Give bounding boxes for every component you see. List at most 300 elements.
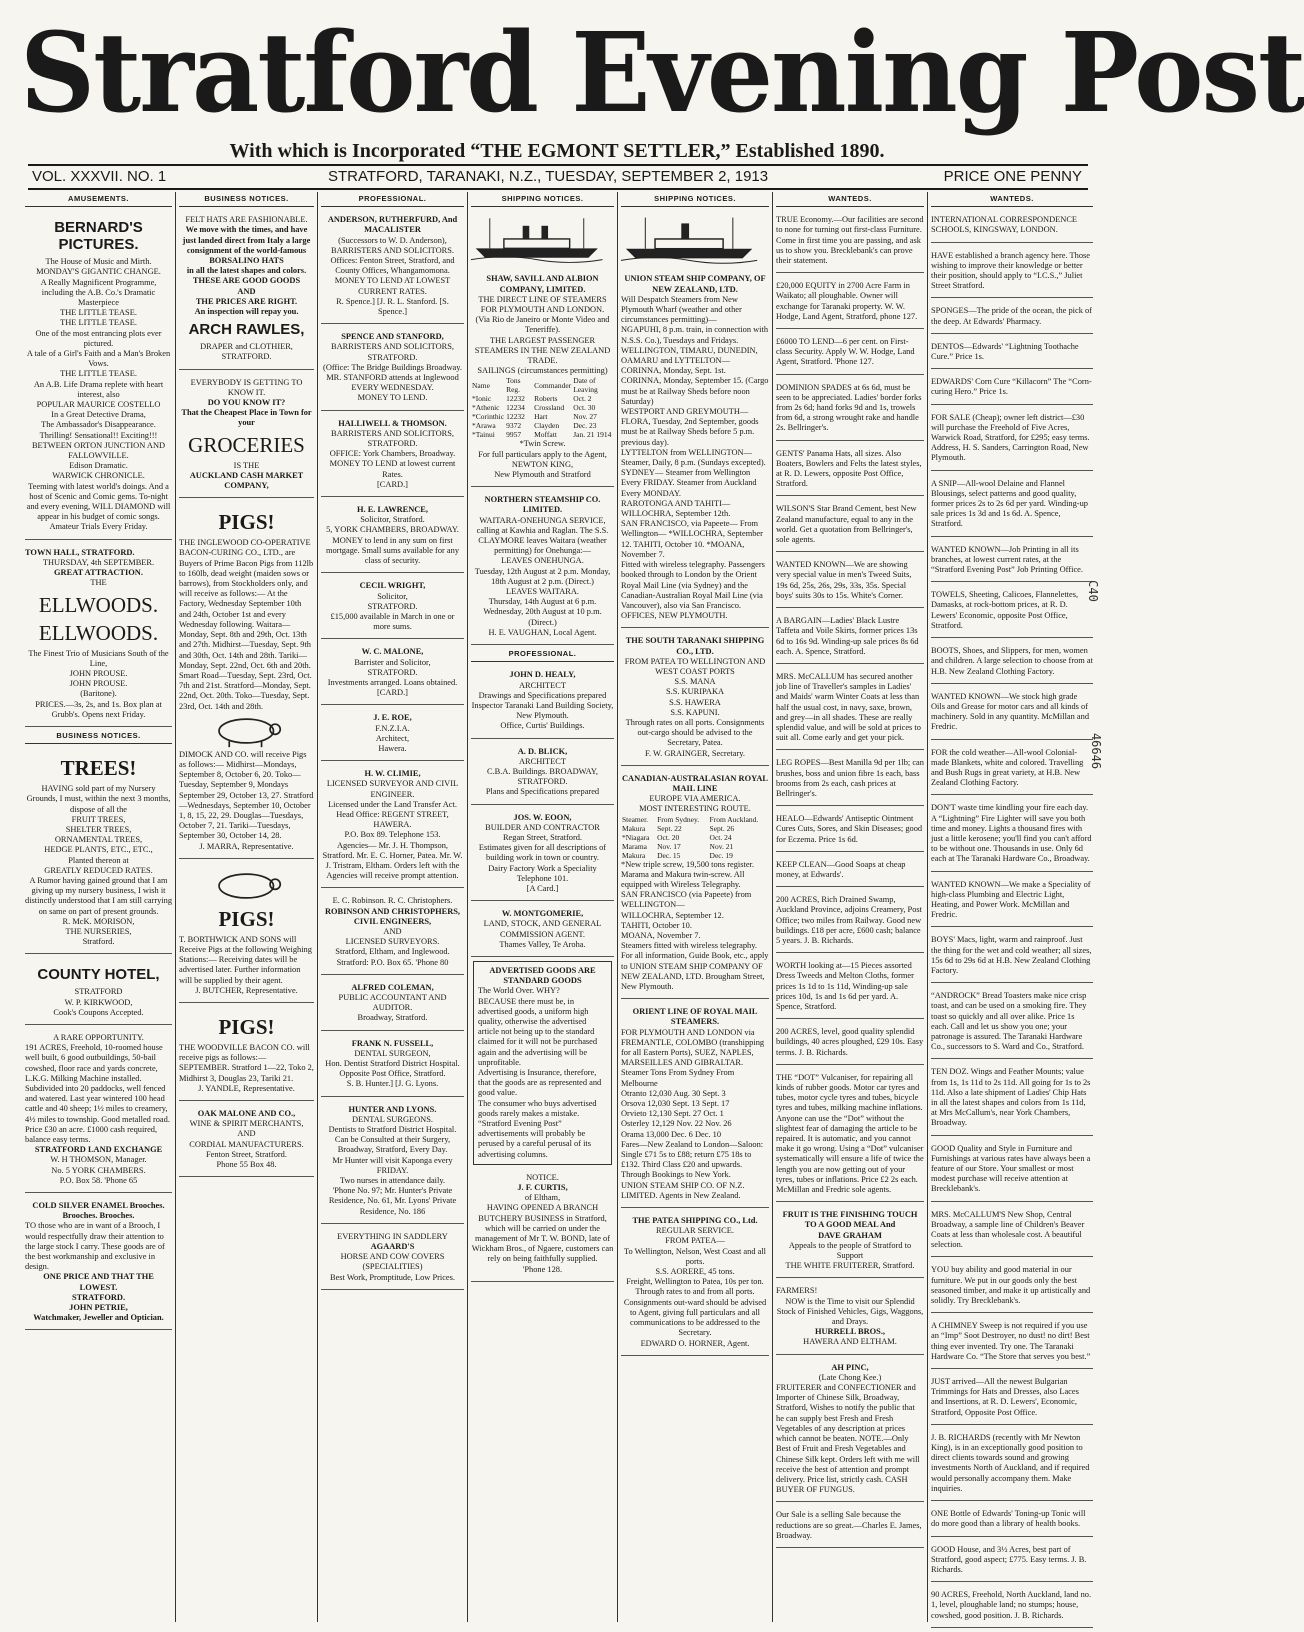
text-line: The Ambassador's Disappearance. xyxy=(41,420,156,430)
ad-lines xyxy=(25,1272,172,1323)
text-line: CORINNA, Monday, Sept. 1st. xyxy=(621,366,726,376)
text-line: SAILINGS (circumstances permitting) xyxy=(477,366,608,376)
table-cell: 9372 xyxy=(506,421,522,431)
text-line: ONE Bottle of Edwards' Toning-up Tonic will do more good than a library of health books. xyxy=(931,1505,1093,1536)
ad-text: That the Cheapest Place in Town for your xyxy=(181,408,312,428)
ad-title: CECIL WRIGHT, xyxy=(359,581,426,591)
ad-title: H. E. LAWRENCE, xyxy=(357,505,428,515)
text-line: Will Despatch Steamers from New Plymouth Wharf (weather and other circumstances permitting)— xyxy=(621,294,742,325)
text-line: TOWELS, Sheeting, Calicoes, Flannelettes, Damasks, at rock-bottom prices, at R. D. Lewers' Economic, opposite Post Office, Stratford. xyxy=(931,586,1093,638)
text-line: FROM PATEA— xyxy=(665,1236,725,1246)
table-cell: *Athenic xyxy=(472,403,500,413)
text-line: Orama 13,000 Dec. 6 Dec. 10 xyxy=(621,1129,722,1139)
ad-lines xyxy=(321,236,464,318)
ad-lines xyxy=(321,779,464,881)
trees-ad xyxy=(25,748,172,954)
text-line: P.O. Box 58. 'Phone 65 xyxy=(59,1175,138,1185)
text-line: Hon. Dentist Stratford District Hospital. xyxy=(325,1059,460,1069)
text-line: [CARD.] xyxy=(377,688,408,698)
ad-lines xyxy=(321,429,464,490)
text-line: Phone 55 Box 48. xyxy=(216,1160,277,1169)
text-line: Estimates given for all descriptions of building work in town or country. xyxy=(478,843,607,863)
text-line: AND xyxy=(237,286,256,296)
ad-lines xyxy=(471,919,614,950)
ad-title: ORIENT LINE OF ROYAL MAIL STEAMERS. xyxy=(632,1007,758,1027)
text-line: KEEP CLEAN—Good Soaps at cheap money, at Edwards'. xyxy=(776,856,924,887)
masthead-title: Stratford Evening Post xyxy=(20,7,1304,138)
hurrell-ad xyxy=(776,1282,924,1354)
column-business-notices xyxy=(175,192,317,1622)
column-heading: WANTEDS. xyxy=(776,194,924,207)
text-line: Through rates to and from all ports. Consignments out-ward should be advised to Agent, giving full particulars and all communications to be addressed to the Secretary. xyxy=(623,1287,767,1338)
text-line: MONEY to lend in any sum on first mortgage. Small sums available for any class of security. xyxy=(325,535,460,566)
column-heading: SHIPPING NOTICES. xyxy=(471,194,614,207)
text-line: £6000 TO LEND—6 per cent. on First-class Security. Apply W. W. Hodge, Land Agent, Stratford. 'Phone 127. xyxy=(776,333,924,375)
text-line: WESTPORT AND GREYMOUTH— FLORA, Tuesday, 2nd September, goods must be at Railway Sheds before 5 p.m. previous day). xyxy=(621,407,759,447)
text-line: Otranto 12,030 Aug. 30 Sept. 3 xyxy=(621,1088,726,1098)
text-line: EUROPE VIA AMERICA. xyxy=(649,794,741,804)
text-line: ARCHITECT xyxy=(519,680,566,690)
ad-text: FRUITERER and CONFECTIONER and Importer of Chinese Silk, Broadway, Stratford, Wishes to notify the public that he can supply best Fresh and Fresh Vegetables of any description at prices which cannot be beaten. NOTE.—Only Best of Fruit and Fresh Vegetables and Chinese Silk kept. Orders left with me will receive the best of attention and prompt delivery. Price list, strictly cash. CASH BUYER OF FUNGUS. xyxy=(776,1383,920,1495)
ad-title: THE SOUTH TARANAKI SHIPPING CO., LTD. xyxy=(625,636,765,656)
pig-illustration-icon xyxy=(199,714,294,748)
ad-title: JOS. W. EOON, xyxy=(513,812,572,822)
text-line: SHELTER TREES, xyxy=(65,824,132,834)
table-header: Steamer. xyxy=(622,814,649,824)
ad-company: STRATFORD LAND EXCHANGE xyxy=(34,1145,163,1155)
ad-title: ALFRED COLEMAN, xyxy=(351,982,434,992)
column-heading: WANTEDS. xyxy=(931,194,1093,207)
text-line: (Baritone). xyxy=(80,689,117,699)
text-line: BORSALINO HATS xyxy=(209,256,284,266)
text-line: S.S. KAPUNI. xyxy=(670,707,720,717)
ellwoods-title-2: ELLWOODS. xyxy=(38,620,159,645)
dateline xyxy=(28,164,1088,190)
text-line: One of the most entrancing plots ever pictured. xyxy=(35,328,162,348)
text-line: S.S. KURIPAKA xyxy=(665,687,725,697)
text-line: DENTOS—Edwards' “Lightning Toothache Cure.” Price 1s. xyxy=(931,338,1093,369)
table-cell: Marama xyxy=(622,841,647,851)
oak-malone-ad xyxy=(179,1105,314,1177)
table-cell: 9957 xyxy=(506,430,522,440)
text-line: SYDNEY— Steamer from Wellington Every FRIDAY. Steamer from Auckland Every MONDAY. xyxy=(621,468,757,498)
ad-lines xyxy=(25,987,172,1018)
text-line: Best Work, Promptitude, Low Prices. xyxy=(329,1272,456,1282)
curtis-ad xyxy=(471,1169,614,1282)
pigs-ad-3 xyxy=(179,1007,314,1101)
text-line: To Wellington, Nelson, West Coast and all ports. xyxy=(624,1246,766,1266)
text-line: 'Phone 128. xyxy=(522,1264,563,1274)
petrie-ad xyxy=(25,1197,172,1330)
ad-title: SHAW, SAVILL AND ALBION COMPANY, LIMITED. xyxy=(486,274,599,294)
text-line: MOANA, November 7. xyxy=(621,930,701,940)
text-line: Thrilling! Sensational!! Exciting!!! xyxy=(39,430,158,440)
pigs-ad-2 xyxy=(179,863,314,1003)
text-line: The House of Music and Mirth. xyxy=(45,257,152,267)
text-line: A Rumor having gained ground that I am giving up my nursery business, I wish it distinctly understood that I am still carrying on same on part of present grounds. xyxy=(25,875,173,916)
text-line: C.B.A. Buildings. BROADWAY, STRATFORD. xyxy=(487,766,598,787)
ad-lines xyxy=(321,1115,464,1217)
ad-text: TO those who are in want of a Brooch, I would respectfully draw their attention to the large stock I carry. These goods are of the best workmanship and exclusive in design. xyxy=(25,1221,165,1272)
text-line: (Successors to W. D. Anderson), xyxy=(338,235,447,245)
text-line: Mr Hunter will visit Kaponga every FRIDAY. xyxy=(332,1155,453,1175)
table-cell: Roberts xyxy=(534,394,558,404)
text-line: WINE & SPIRIT MERCHANTS, xyxy=(189,1119,304,1129)
text-line: BECAUSE there must be, in advertised goods, a uniform high quality, otherwise the advertised article not being up to the standard claimed for it will not be purchased again and the advertising will be unprofitable. xyxy=(478,996,598,1067)
ad-lines xyxy=(471,681,614,732)
table-header: From Auckland. xyxy=(709,814,759,824)
text-line: FOR PLYMOUTH AND LONDON via FREMANTLE, COLOMBO (transhipping for all Eastern Ports), SUEZ, NAPLES, MARSEILLES AND GIBRALTAR. xyxy=(621,1027,765,1068)
ad-lines xyxy=(321,1252,464,1283)
steamship-illustration-icon xyxy=(621,213,757,263)
text-line: BOOTS, Shoes, and Slippers, for men, women and children. A large selection to choose from at H.B. New Zealand Clothing Factory. xyxy=(931,642,1093,684)
column-amusements xyxy=(22,192,175,1622)
text-line: Edison Dramatic. xyxy=(69,461,128,471)
text-line: S. B. Hunter.] [J. G. Lyons. xyxy=(346,1079,439,1089)
table-row xyxy=(621,824,769,833)
column-heading: BUSINESS NOTICES. xyxy=(179,194,314,207)
text-line: THE “DOT” Vulcaniser, for repairing all kinds of rubber goods. Motor car tyres and tubes, motor cycle tyres and tubes, bicycle tyres and tubes, milking machine inflations. Anyone can use the “Dot” without the slightest fear of damaging the article to be repaired. It is automatic, and you cannot make it go wrong. Using a “Dot” vulcaniser systematically will ensure a life of twice the length you are now getting out of your tyres, tubes or inflations. Price £2 2s each. McMillan and Fredric sole agents. xyxy=(776,1069,924,1202)
text-line: An A.B. Life Drama replete with heart interest, also xyxy=(33,379,164,399)
ah-pinc-ad xyxy=(776,1359,924,1503)
text-line: Advertising is Insurance, therefore, that the goods are as represented and good value. xyxy=(478,1068,602,1098)
text-line: MRS. McCALLUM'S New Shop, Central Broadway, a sample line of Children's Beaver Coats at less than wholesale cost. A beautiful selection. xyxy=(931,1206,1093,1258)
ad-title: EVERYTHING IN SADDLERY xyxy=(337,1231,448,1241)
wright-ad xyxy=(321,577,464,639)
ad-title: FRUIT IS THE FINISHING TOUCH TO A GOOD MEAL And xyxy=(782,1210,918,1230)
text-line: Solicitor, Stratford. xyxy=(360,515,425,525)
text-line: A SNIP—All-wool Delaine and Flannel Blousings, select patterns and good quality, former prices 2s to 2s 6d per yard. Winding-up sale prices 1s 3d and 1s 6d. A. Spence, Stratford. xyxy=(931,475,1093,537)
text-line: Freight, Wellington to Patea, 10s per ton. xyxy=(626,1277,764,1287)
text-line: F. W. GRAINGER, Secretary. xyxy=(645,748,745,758)
text-line: FOR SALE (Cheap); owner left district—£30 will purchase the Freehold of Five Acres, Warwick Road, Stratford, for £295; easy terms. Address, H. S. Sanders, Carrington Road, New Plymouth. xyxy=(931,409,1093,471)
text-line: OFFICE: York Chambers, Broadway. xyxy=(329,449,456,459)
ad-title: COUNTY HOTEL, xyxy=(37,966,160,984)
text-line: LEAVES ONEHUNGA. xyxy=(501,556,584,566)
pigs-ad-1 xyxy=(179,502,314,858)
text-line: Investments arranged. Loans obtained. xyxy=(327,677,458,687)
text-line: £20,000 EQUITY in 2700 Acre Farm in Waikato; all ploughable. Owner will exchange for Taranaki property. W. W. Hodge, Land Agent, Stratford, phone 127. xyxy=(776,277,924,329)
ad-title: BERNARD'S PICTURES. xyxy=(54,219,143,254)
ad-isthe: IS THE xyxy=(233,460,260,470)
table-cell: *Tainui xyxy=(472,430,495,440)
ad-title: OAK MALONE AND CO., xyxy=(197,1108,296,1118)
ad-title: HALLIWELL & THOMSON. xyxy=(338,418,447,428)
ad-lines xyxy=(321,515,464,566)
text-line: TRUE Economy.—Our facilities are second to none for turning out first-class Furniture. Come in first time you are passing, and ask us to show you. Brecklebank's can prove their statement. xyxy=(776,211,924,273)
halliwell-ad xyxy=(321,415,464,497)
text-line: MRS. McCALLUM has secured another job line of Traveller's samples in Ladies' and Maids' warm Winter Coats at less than half the usual cost, in navy, saxe, brown, and grey—in all shades. These are really splendid value, and will be sold at prices to suit all. Come early and get your pick. xyxy=(776,668,924,750)
text-line: Orsova 12,030 Sept. 13 Sept. 17 xyxy=(621,1099,730,1109)
text-line: MONEY TO LEND. xyxy=(357,393,428,403)
text-line: TAHITI, October 10. xyxy=(621,920,692,930)
text-line: LICENSED SURVEYORS. xyxy=(345,937,440,947)
text-line: POPULAR MAURICE COSTELLO xyxy=(36,400,161,410)
text-line: WANTED KNOWN—We make a Speciality of high-class Plumbing and Electric Light, Heating, and Power Work. McMillan and Fredric. xyxy=(931,876,1093,928)
ad-title: SPENCE AND STANFORD, xyxy=(341,332,444,342)
text-line: DON'T waste time kindling your fire each day. A “Lightning” Fire Lighter will save you both time and money. Lights a thousand fires with just a little kerosene; you'll find you can't afford to be without one. Thousands in use. Only 6d each at The Taranaki Hardware Co., Broadway. xyxy=(931,799,1093,871)
text-line: AND xyxy=(383,926,402,936)
ad-company: AGAARD'S xyxy=(370,1242,415,1252)
text-line: DENTAL SURGEONS. xyxy=(352,1114,433,1124)
text-line: Fares—New Zealand to London—Saloon: Single £71 5s to £88; return £75 18s to £132. Third Class £20 and upwards. xyxy=(621,1139,764,1170)
ad-lines xyxy=(321,592,464,633)
ad-lines xyxy=(621,295,769,622)
sailings-table xyxy=(471,376,614,439)
table-cell: *Arawa xyxy=(472,421,496,431)
text-line: HEDGE PLANTS, ETC., ETC., xyxy=(44,845,153,855)
text-line: An inspection will repay you. xyxy=(194,307,299,317)
text-line: MR. STANFORD attends at Inglewood EVERY WEDNESDAY. xyxy=(326,373,459,393)
text-line: of Eltham, xyxy=(524,1193,561,1203)
text-line: THE LITTLE TEASE. xyxy=(60,318,137,328)
ad-lines xyxy=(621,794,769,814)
table-cell: Makura xyxy=(622,823,646,833)
text-line: (Office: The Bridge Buildings Broadway. xyxy=(323,362,462,372)
text-line: CORDIAL MANUFACTURERS. xyxy=(189,1139,304,1149)
text-line: Fenton Street, Stratford. xyxy=(206,1149,287,1159)
column-heading: AMUSEMENTS. xyxy=(25,194,172,207)
incorporation-line: With which is Incorporated “THE EGMONT SETTLER,” Established 1890. xyxy=(229,140,885,162)
text-line: WANTED KNOWN—Job Printing in all its branches, at lowest current rates, at the “Stratford Evening Post” Job Printing Office. xyxy=(931,541,1093,583)
text-line: PRICES.—3s, 2s, and 1s. Box plan at Grubb's. Opens next Friday. xyxy=(35,699,162,719)
ad-lines xyxy=(478,986,607,1159)
text-line: SAN FRANCISCO, via Papeete— From Wellington— *WILLOCHRA, September 12. TAHITI, October 10. *MOANA, November 7. xyxy=(621,519,763,559)
ad-lines xyxy=(321,342,464,403)
ad-title: A RARE OPPORTUNITY. xyxy=(53,1032,144,1042)
ad-lines xyxy=(621,1028,769,1201)
ad-title: ROBINSON AND CHRISTOPHERS, CIVIL ENGINEERS, xyxy=(324,906,461,926)
ad-lines xyxy=(321,1049,464,1090)
ad-lines xyxy=(25,784,172,947)
table-cell: *Niagara xyxy=(622,832,650,842)
ad-signature: J. YANDLE, Representative. xyxy=(198,1083,295,1093)
roe-ad xyxy=(321,709,464,761)
text-line: New Plymouth and Stratford xyxy=(494,470,591,480)
text-line: WANTED KNOWN—We stock high grade Oils and Grease for motor cars and all kinds of machinery. Sold in any quantity. McMillan and Fredric. xyxy=(931,688,1093,740)
text-line: No. 5 YORK CHAMBERS. xyxy=(51,1165,146,1175)
ad-signature: J. BUTCHER, Representative. xyxy=(195,985,298,995)
table-cell: 12234 xyxy=(506,403,525,413)
text-line: Inspector Taranaki Land Building Society, New Plymouth. xyxy=(471,700,614,721)
text-line: ONE PRICE AND THAT THE LOWEST. xyxy=(43,1272,154,1292)
text-line: THESE ARE GOOD GOODS xyxy=(192,276,301,286)
table-cell: Sept. 22 xyxy=(657,823,682,833)
text-line: Licensed under the Land Transfer Act. xyxy=(328,799,457,809)
text-line: WANTED KNOWN—We are showing very special value in men's Tweed Suits, 19s 6d, 25s, 26s, 29s, 33s, 35s. Special boys' suits 30s to 15s. White's Corner. xyxy=(776,556,924,608)
table-cell: 12232 xyxy=(506,394,525,404)
text-line: A CHIMNEY Sweep is not required if you use an “Imp” Soot Destroyer, no dust! no dirt! Best thing ever invented. Try one. The Taranaki Hardware Co. “The Store that serves you best.” xyxy=(931,1317,1093,1369)
text-line: STRATFORD. xyxy=(71,1292,126,1302)
place-date: STRATFORD, TARANAKI, N.Z., TUESDAY, SEPTEMBER 2, 1913 xyxy=(328,168,769,185)
text-line: LAND, STOCK, AND GENERAL COMMISSION AGENT. xyxy=(483,919,602,939)
text-line: MOST INTERESTING ROUTE. xyxy=(639,804,751,814)
table-cell: Clayden xyxy=(534,421,560,431)
ad-header: E. C. Robinson. R. C. Christophers. xyxy=(332,896,453,906)
text-line: STRATFORD. xyxy=(367,601,418,611)
table-cell: *Corinthic xyxy=(472,412,505,422)
ad-signature: J. MARRA, Representative. xyxy=(199,841,294,851)
column-heading: SHIPPING NOTICES. xyxy=(621,194,769,207)
ad-title: H. W. CLIMIE, xyxy=(364,769,421,779)
ad-title: W. C. MALONE, xyxy=(361,647,424,657)
text-line: S.S. HAWERA xyxy=(669,697,721,707)
ad-the: THE xyxy=(90,578,107,588)
text-line: STRATFORD. xyxy=(367,667,418,677)
text-line: in all the latest shapes and colors. xyxy=(186,266,307,276)
table-header: Name xyxy=(472,380,490,390)
ad-lines xyxy=(621,860,769,993)
malone-ad xyxy=(321,643,464,705)
column-shipping-2 xyxy=(617,192,772,1622)
column-wanteds-1 xyxy=(772,192,927,1622)
text-line: Planted thereon at xyxy=(68,855,129,865)
text-line: A Really Magnificent Programme, including the A.B. Co.'s Dramatic Masterpiece xyxy=(40,277,157,308)
text-line: Architect, xyxy=(375,733,410,743)
table-cell: Dec. 19 xyxy=(709,850,733,860)
table-row xyxy=(471,394,614,403)
table-cell: Sept. 26 xyxy=(709,823,735,833)
agaard-ad xyxy=(321,1228,464,1290)
text-line: W. P. KIRKWOOD, xyxy=(64,997,133,1007)
ad-company: ARCH RAWLES, xyxy=(188,321,305,339)
price: PRICE ONE PENNY xyxy=(943,168,1082,185)
table-cell: Nov. 21 xyxy=(709,841,734,851)
table-header: Tons Reg. xyxy=(506,376,521,395)
steamship-illustration-icon xyxy=(471,213,603,263)
text-line: WAITARA-ONEHUNGA SERVICE, calling at Kawhia and Raglan. The S.S. CLAYMORE leaves Waitara (weather permitting) for Onehunga:— xyxy=(476,515,609,556)
ad-lines xyxy=(471,516,614,638)
ad-text: T. BORTHWICK AND SONS will Receive Pigs at the following Weighing Stations:— Receiving dates will be advertised later. Further information will be supplied by their agent. xyxy=(179,934,312,985)
ad-text-dimock: DIMOCK AND CO. will receive Pigs as follows:— Midhirst—Mondays, September 8, October 6, 20. Toko—Tuesday, September 9, Mondays September 29, October 13, 27. Stratford—Wednesdays, September 10, October 1, 8, 15, 22, 29. Douglas—Tuesdays, October 7, 21. Tariki—Tuesdays, September 30, October 14, 28. xyxy=(179,749,314,841)
text-line: FOR the cold weather—All-wool Colonial-made Blankets, white and colored. Travelling and Bush Rugs in great variety, at H.B. New Zealand Clothing Factory. xyxy=(931,744,1093,796)
ad-lines xyxy=(321,724,464,755)
text-line: STRATFORD. xyxy=(221,352,272,362)
graham-ad xyxy=(776,1206,924,1278)
text-line: Plans and Specifications prepared xyxy=(485,787,600,797)
text-line: JOHN PETRIE, xyxy=(69,1303,128,1313)
ad-title: UNION STEAM SHIP COMPANY, OF NEW ZEALAND, LTD. xyxy=(624,274,766,294)
text-line: EDWARD O. HORNER, Agent. xyxy=(640,1338,750,1348)
text-line: THE WHITE FRUITERER, Stratford. xyxy=(785,1261,915,1271)
text-line: BARRISTERS AND SOLICITORS. xyxy=(331,245,454,255)
text-line: DRAPER and CLOTHIER, xyxy=(200,342,293,352)
text-line: Regan Street, Stratford. xyxy=(502,832,583,842)
text-line: BUILDER AND CONTRACTOR xyxy=(485,822,600,832)
table-cell: Dec. 23 xyxy=(573,421,597,431)
text-line: Drawings and Specifications prepared xyxy=(478,690,607,700)
table-header: Commander xyxy=(534,380,572,390)
ad-title: PIGS! xyxy=(218,1014,275,1039)
ad-lines xyxy=(321,658,464,699)
text-line: F.N.Z.I.A. xyxy=(375,723,410,733)
text-line: 'Phone No. 97; Mr. Hunter's Private Residence, No. 61, Mr. Lyons' Private Residence, No. 186 xyxy=(328,1186,457,1216)
text-line: J. B. RICHARDS (recently with Mr Newton King), is in an exceptionally good position to direct clients towards sound and growing investments North of Auckland, and if required would personally accompany them. Make inquiries. xyxy=(931,1429,1093,1501)
text-line: TEN DOZ. Wings and Feather Mounts; value from 1s, 1s 11d to 2s 11d. All going for 1s to 2s 11d. Also a late shipment of Ladies' Chip Hats in all the latest shapes and colors from 1s 11d, at Mrs McCallum's, near York Chambers, Broadway. xyxy=(931,1063,1093,1135)
blick-ad xyxy=(471,743,614,805)
text-line: For full particulars apply to the Agent, xyxy=(478,449,607,459)
text-line: HAVING OPENED A BRANCH BUTCHERY BUSINESS in Stratford, which will be carried on under the management of Mr T. W. BOND, late of Wickham Bros., of Ngaere, customers can rely on being faithfully supplied. xyxy=(471,1203,614,1264)
text-line: LEG ROPES—Best Manilla 9d per 1lb; can brushes, boss and union fibre 1s each, bass brooms from 2s each, cash prices at Bellringer's. xyxy=(776,754,924,806)
text-line: Dairy Factory Work a Speciality xyxy=(488,863,597,873)
text-line: Two nurses in attendance daily. xyxy=(339,1176,446,1186)
climie-ad xyxy=(321,765,464,888)
table-cell: 12232 xyxy=(506,412,525,422)
text-line: R. McK. MORISON, xyxy=(62,916,135,926)
ad-title: HUNTER AND LYONS. xyxy=(348,1104,437,1114)
text-line: Hawera. xyxy=(378,743,407,753)
ad-lines xyxy=(471,1193,614,1275)
volume-number: VOL. XXXVII. NO. 1 xyxy=(32,168,167,185)
ad-lines xyxy=(179,342,314,362)
table-row xyxy=(621,851,769,860)
union-steam-ship-ad xyxy=(621,270,769,628)
fussell-ad xyxy=(321,1035,464,1097)
ad-title: W. MONTGOMERIE, xyxy=(501,909,584,919)
table-row xyxy=(471,421,614,430)
text-line: HEALO—Edwards' Antiseptic Ointment Cures Cuts, Sores, and Skin Diseases; good for Eczema. Price 1s 6d. xyxy=(776,810,924,852)
ad-text: THE INGLEWOOD CO-OPERATIVE BACON-CURING CO., LTD., are Buyers of Prime Bacon Pigs from 112lb to 160lb, dead weight (maiden sows or barrows), from Stockholders only, and will receive as follows:— At the Factory, Wednesday September 10th and 24th, October 1st and every Wednesday following. Waitara—Monday, Sept. 8th and 29th, Oct. 13th and 27th. Midhirst—Tuesday, Sept. 9th and 30th, Oct. 14th and 28th. Tariki—Monday, Sept. 22nd, Oct. 6th and 20th. Smart Road—Tuesday, Sept. 23rd, Oct. 7th and 21st. Stratford—Monday, Sept. 22nd, Oct. 20th. Toko—Tuesday, Sept. 23rd, Oct. 14th and 28th. xyxy=(179,538,314,711)
town-hall-ad xyxy=(25,544,172,727)
text-line: Stratford, Eltham, and Inglewood. Stratford: P.O. Box 65. 'Phone 80 xyxy=(335,947,450,967)
text-line: Office, Curtis' Buildings. xyxy=(500,721,585,731)
text-line: W. H THOMSON, Manager. xyxy=(50,1155,147,1165)
ad-text: 191 ACRES, Freehold, 10-roomed house well built, 6 good outbuildings, 50-bail cowshed, floor race and yards concrete, L.K.G. Milking Machine installed. Subdivided into 20 paddocks, well fenced and watered. Last year wintered 100 head cattle and 40 sheep; 1½ miles to creamery, 4½ miles to township. Good metalled road. Price £30 an acre. £1000 cash required, balance easy terms. xyxy=(25,1043,170,1145)
text-line: Solicitor, xyxy=(377,591,408,601)
text-line: GOOD House, and 3½ Acres, best part of Stratford, good aspect; £775. Easy terms. J. B. Richards. xyxy=(931,1541,1093,1583)
text-line: WORTH looking at—15 Pieces assorted Dress Tweeds and Melton Cloths, former prices 1s 1d to 1s 11d, Winding-up sale prices 10d, 1s and 1s 6d per yard. A. Spence, Stratford. xyxy=(776,957,924,1019)
ad-lines xyxy=(25,1155,172,1186)
bernards-ad xyxy=(25,211,172,539)
text-line: Appeals to the people of Stratford to Support xyxy=(788,1240,912,1261)
text-line: *New triple screw, 19,500 tons register. xyxy=(621,859,754,869)
ad-groceries: GROCERIES xyxy=(188,432,305,457)
table-row xyxy=(471,430,614,439)
column-heading-business: BUSINESS NOTICES. xyxy=(25,731,172,744)
text-line: Cook's Coupons Accepted. xyxy=(53,1007,144,1017)
text-line: THE DIRECT LINE OF STEAMERS FOR PLYMOUTH AND LONDON. xyxy=(478,294,607,315)
classified-list xyxy=(931,211,1093,1628)
eoon-ad xyxy=(471,809,614,902)
text-line: £15,000 available in March in one or more sums. xyxy=(330,611,455,632)
text-line: Thames Valley, Te Aroha. xyxy=(499,939,586,949)
table-row xyxy=(621,833,769,842)
coleman-ad xyxy=(321,979,464,1031)
ad-lines xyxy=(321,993,464,1024)
ad-lines xyxy=(471,295,614,377)
column-heading-professional: PROFESSIONAL. xyxy=(471,649,614,662)
table-cell: Oct. 24 xyxy=(709,832,732,842)
advertised-goods-box xyxy=(473,961,612,1165)
text-line: For all information, Guide Book, etc., apply to UNION STEAM SHIP COMPANY OF NEW ZEALAND, LTD. Brougham Street, New Plymouth. xyxy=(621,951,769,991)
text-line: Broadway, Stratford. xyxy=(357,1013,428,1023)
ad-lines xyxy=(471,823,614,894)
text-line: P.O. Box 89. Telephone 153. xyxy=(344,830,441,840)
table-body xyxy=(471,394,614,439)
margin-mark: 46646 xyxy=(1089,732,1104,770)
ad-title: JOHN D. HEALY, xyxy=(509,670,576,680)
text-line: Through rates on all ports. Consignments out-cargo should be advised to the Secretary, Patea. xyxy=(625,717,765,748)
text-line: BARRISTERS AND SOLICITORS, STRATFORD. xyxy=(331,342,454,362)
text-line: 90 ACRES, Freehold, North Auckland, land no. 1, level, ploughable land; no stumps; house, cowshed, good position. J. B. Richards. xyxy=(931,1586,1093,1628)
south-taranaki-ad xyxy=(621,632,769,765)
table-cell: Crossland xyxy=(534,403,565,413)
ad-lines xyxy=(25,649,172,720)
table-row xyxy=(621,842,769,851)
text-line: BARRISTERS AND SOLICITORS, STRATFORD. xyxy=(331,428,454,449)
text-line: The Finest Trio of Musicians South of the Line, xyxy=(28,648,169,668)
text-line: The World Over. WHY? xyxy=(478,986,560,996)
